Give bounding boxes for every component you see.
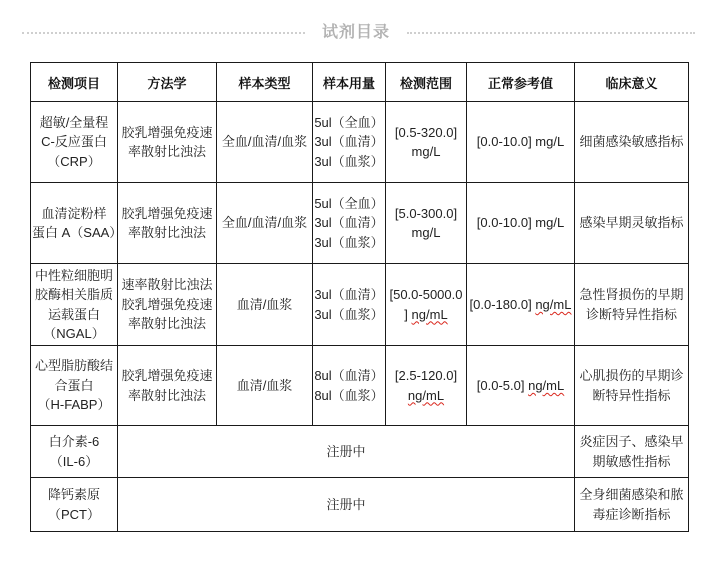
cell-test-item bbox=[31, 346, 118, 426]
cell-text-line: 白介素-6 bbox=[48, 434, 100, 449]
cell-text-line bbox=[468, 295, 573, 315]
cell-text-line: 3ul（血浆） bbox=[314, 234, 384, 250]
table-row bbox=[31, 478, 689, 532]
cell-sample-volume bbox=[313, 102, 386, 183]
table-body bbox=[31, 102, 689, 532]
reagent-catalog-table bbox=[30, 62, 689, 532]
cell-text-line: 速率散射比浊法 bbox=[121, 277, 213, 293]
page-title: 试剂目录 bbox=[321, 24, 390, 41]
table-row bbox=[31, 264, 689, 346]
value-text: ] bbox=[404, 306, 408, 322]
header-reference-value: 正常参考值 bbox=[467, 63, 575, 102]
unit-text: ng/mL bbox=[535, 296, 572, 312]
cell-text-line: 血清/血浆 bbox=[236, 296, 293, 312]
cell-test-item bbox=[31, 264, 118, 346]
cell-clinical-significance bbox=[575, 183, 689, 264]
cell-text-line bbox=[468, 376, 573, 396]
header-method: 方法学 bbox=[118, 63, 217, 102]
cell-text-line: 运载蛋白 bbox=[47, 306, 100, 322]
cell-detection-range bbox=[386, 264, 467, 346]
cell-text-line: [0.0-10.0] mg/L bbox=[476, 215, 565, 231]
cell-text-line: 3ul（血浆） bbox=[314, 153, 384, 169]
header-sample-type: 样本类型 bbox=[217, 63, 313, 102]
cell-text-line: [0.5-320.0] bbox=[394, 124, 458, 140]
status-text: 注册中 bbox=[326, 443, 366, 459]
value-text: [0.0-180.0] bbox=[469, 296, 532, 312]
cell-method bbox=[118, 264, 217, 346]
value-text: [0.0-5.0] bbox=[476, 377, 525, 393]
cell-registration-status bbox=[118, 426, 575, 478]
cell-reference-value bbox=[467, 183, 575, 264]
cell-text-line: C-反应蛋白 bbox=[41, 134, 107, 150]
table-row bbox=[31, 183, 689, 264]
cell-reference-value bbox=[467, 264, 575, 346]
header-sample-volume: 样本用量 bbox=[313, 63, 386, 102]
cell-text-line: 3ul（血清） bbox=[314, 215, 384, 231]
cell-text-line bbox=[387, 305, 465, 325]
cell-text-line: 急性肾损伤的早期 bbox=[579, 287, 684, 302]
cell-text-line: 降钙素原 bbox=[47, 487, 100, 502]
cell-clinical-significance bbox=[575, 346, 689, 426]
cell-text-line: 8ul（血浆） bbox=[314, 387, 384, 403]
cell-text-line: 细菌感染敏感指标 bbox=[579, 134, 684, 150]
unit-text: ng/mL bbox=[407, 387, 445, 403]
table-header bbox=[31, 63, 689, 102]
cell-text-line: 率散射比浊法 bbox=[127, 144, 206, 159]
cell-text-line: 8ul（血清） bbox=[314, 368, 384, 383]
cell-text-line: mg/L bbox=[411, 144, 441, 159]
cell-text-line: 胶乳增强免疫速 bbox=[121, 205, 213, 221]
cell-text-line: 炎症因子、感染早 bbox=[579, 434, 684, 449]
cell-method bbox=[118, 102, 217, 183]
cell-text-line: [50.0-5000.0 bbox=[389, 287, 463, 302]
unit-text: ng/mL bbox=[528, 377, 565, 393]
cell-text-line: [2.5-120.0] bbox=[394, 368, 458, 383]
unit-text: ng/mL bbox=[411, 306, 448, 322]
cell-sample-volume bbox=[313, 183, 386, 264]
cell-text-line: 毒症诊断指标 bbox=[592, 506, 671, 522]
title-divider-right bbox=[407, 32, 695, 34]
cell-text-line: （H-FABP） bbox=[37, 397, 111, 413]
cell-text-line: 5ul（全血） bbox=[314, 195, 384, 211]
cell-text-line: [0.0-10.0] mg/L bbox=[476, 134, 565, 150]
cell-text-line: 率散射比浊法 bbox=[127, 387, 206, 403]
cell-text-line bbox=[387, 386, 465, 406]
status-text: 注册中 bbox=[326, 496, 366, 512]
table-row bbox=[31, 426, 689, 478]
cell-text-line: 中性粒细胞明 bbox=[34, 267, 113, 283]
cell-text-line: 感染早期灵敏指标 bbox=[579, 215, 684, 231]
cell-text-line: 全血/血清/血浆 bbox=[221, 134, 308, 150]
cell-text-line: [5.0-300.0] bbox=[394, 205, 458, 221]
cell-text-line: 胶乳增强免疫速 bbox=[121, 296, 213, 312]
cell-text-line: 心肌损伤的早期诊 bbox=[579, 368, 684, 383]
cell-text-line: 合蛋白 bbox=[54, 377, 94, 393]
cell-test-item bbox=[31, 183, 123, 264]
title-divider-left bbox=[22, 32, 305, 34]
cell-text-line: （PCT） bbox=[47, 506, 100, 522]
table-row bbox=[31, 102, 689, 183]
cell-text-line: 全身细菌感染和脓 bbox=[579, 487, 684, 502]
cell-test-item bbox=[31, 102, 118, 183]
cell-text-line: （NGAL） bbox=[43, 326, 105, 341]
cell-clinical-significance bbox=[575, 264, 689, 346]
cell-text-line: 3ul（血浆） bbox=[314, 306, 384, 322]
cell-text-line: 3ul（血清） bbox=[314, 287, 384, 302]
cell-registration-status bbox=[118, 478, 575, 532]
cell-text-line: 全血/血清/血浆 bbox=[221, 215, 308, 231]
table-header-row bbox=[31, 63, 689, 102]
table-row bbox=[31, 346, 689, 426]
cell-text-line: 胶乳增强免疫速 bbox=[121, 368, 213, 383]
cell-text-line: 率散射比浊法 bbox=[127, 316, 206, 332]
cell-detection-range bbox=[386, 102, 467, 183]
cell-text-line: 5ul（全血） bbox=[314, 114, 384, 130]
cell-text-line: 胶酶相关脂质 bbox=[34, 287, 113, 302]
cell-detection-range bbox=[386, 346, 467, 426]
cell-text-line: 蛋白 A（SAA） bbox=[32, 225, 123, 240]
cell-text-line: 血清/血浆 bbox=[236, 377, 293, 393]
cell-sample-volume bbox=[313, 264, 386, 346]
cell-sample-volume bbox=[313, 346, 386, 426]
cell-clinical-significance bbox=[575, 426, 689, 478]
cell-sample-type bbox=[217, 183, 313, 264]
cell-clinical-significance bbox=[575, 102, 689, 183]
cell-detection-range bbox=[386, 183, 467, 264]
cell-sample-type bbox=[217, 264, 313, 346]
cell-text-line: mg/L bbox=[411, 225, 441, 240]
cell-test-item bbox=[31, 478, 118, 532]
cell-text-line: 诊断特异性指标 bbox=[585, 306, 677, 322]
cell-text-line: 胶乳增强免疫速 bbox=[121, 124, 213, 140]
cell-method bbox=[118, 183, 217, 264]
cell-sample-type bbox=[217, 102, 313, 183]
cell-test-item bbox=[31, 426, 118, 478]
header-clinical-significance: 临床意义 bbox=[575, 63, 689, 102]
cell-text-line: （CRP） bbox=[47, 153, 101, 169]
cell-text-line: 血清淀粉样 bbox=[41, 205, 107, 221]
cell-text-line: 3ul（血清） bbox=[314, 134, 384, 150]
cell-text-line: 断特异性指标 bbox=[592, 387, 671, 403]
cell-method bbox=[118, 346, 217, 426]
cell-clinical-significance bbox=[575, 478, 689, 532]
header-detection-range: 检测范围 bbox=[386, 63, 467, 102]
cell-text-line: （IL-6） bbox=[49, 453, 99, 469]
header-test-item: 检测项目 bbox=[31, 63, 118, 102]
cell-text-line: 心型脂肪酸结 bbox=[34, 358, 113, 374]
title-bar bbox=[22, 23, 695, 43]
cell-text-line: 期敏感性指标 bbox=[592, 453, 671, 469]
cell-text-line: 率散射比浊法 bbox=[127, 225, 206, 240]
cell-reference-value bbox=[467, 102, 575, 183]
cell-sample-type bbox=[217, 346, 313, 426]
cell-reference-value bbox=[467, 346, 575, 426]
cell-text-line: 超敏/全量程 bbox=[39, 114, 109, 130]
